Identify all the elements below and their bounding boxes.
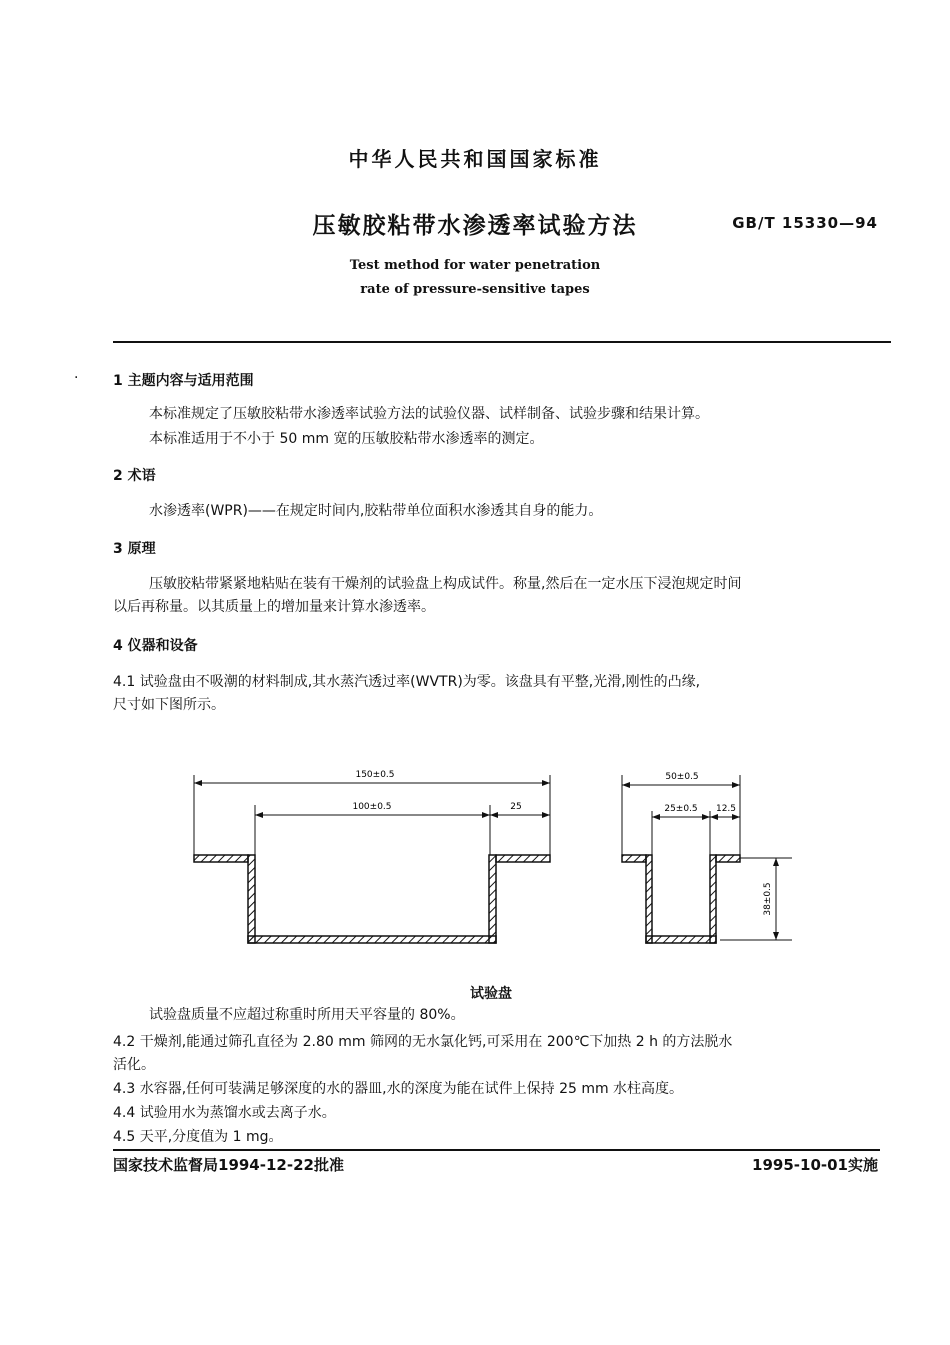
section-3-paragraph-2: 以后再称量。以其质量上的增加量来计算水渗透率。: [113, 599, 435, 615]
clause-4-5: 4.5 天平,分度值为 1 mg。: [113, 1129, 283, 1145]
dim-left-total: 150±0.5: [355, 770, 395, 780]
country-standard-heading: 中华人民共和国国家标准: [348, 147, 602, 171]
clause-4-1-line-1: 4.1 试验盘由不吸潮的材料制成,其水蒸汽透过率(WVTR)为零。该盘具有平整,光滑,刚性的凸缘,: [113, 674, 701, 690]
english-title-line1: Test method for water penetration: [349, 258, 601, 273]
test-dish-figure: [180, 755, 800, 970]
dim-right-flange: 12.5: [715, 804, 737, 814]
header-divider: [113, 341, 891, 343]
dim-right-inner: 25±0.5: [664, 804, 698, 814]
section-4-heading: 4 仪器和设备: [113, 638, 198, 654]
section-3-heading: 3 原理: [113, 541, 156, 557]
dish-section-right: [622, 772, 792, 943]
clause-4-4: 4.4 试验用水为蒸馏水或去离子水。: [113, 1105, 336, 1121]
dish-mass-note: 试验盘质量不应超过称重时所用天平容量的 80%。: [149, 1007, 465, 1023]
section-2-heading: 2 术语: [113, 468, 156, 484]
clause-4-1-line-2: 尺寸如下图所示。: [113, 697, 225, 713]
dim-left-inner: 100±0.5: [352, 802, 392, 812]
section-3-paragraph-1: 压敏胶粘带紧紧地粘贴在装有干燥剂的试验盘上构成试件。称量,然后在一定水压下浸泡规定时间: [149, 576, 742, 592]
section-1-paragraph-2: 本标准适用于不小于 50 mm 宽的压敏胶粘带水渗透率的测定。: [149, 431, 544, 447]
clause-4-2-line-2: 活化。: [113, 1057, 155, 1073]
dim-right-depth: 38±0.5: [763, 882, 773, 916]
figure-caption: 试验盘: [470, 986, 512, 1002]
clause-4-3: 4.3 水容器,任何可装满足够深度的水的器皿,水的深度为能在试件上保持 25 mm 水柱高度。: [113, 1081, 684, 1097]
section-2-paragraph: 水渗透率(WPR)——在规定时间内,胶粘带单位面积水渗透其自身的能力。: [149, 503, 603, 519]
english-title-line2: rate of pressure-sensitive tapes: [360, 282, 590, 297]
section-1-paragraph-1: 本标准规定了压敏胶粘带水渗透率试验方法的试验仪器、试样制备、试验步骤和结果计算。: [149, 406, 709, 422]
dish-section-left: [194, 770, 550, 943]
clause-4-2-line-1: 4.2 干燥剂,能通过筛孔直径为 2.80 mm 筛网的无水氯化钙,可采用在 200℃下加热 2 h 的方法脱水: [113, 1034, 733, 1050]
footer-divider: [113, 1149, 880, 1151]
approval-date: 国家技术监督局1994-12-22批准: [113, 1156, 344, 1174]
margin-mark: ·: [74, 370, 79, 386]
dim-right-total: 50±0.5: [665, 772, 699, 782]
section-1-heading: 1 主题内容与适用范围: [113, 373, 254, 389]
document-title: 压敏胶粘带水渗透率试验方法: [312, 213, 638, 239]
effective-date: 1995-10-01实施: [752, 1156, 878, 1174]
dim-left-flange: 25: [510, 802, 522, 812]
standard-code: GB/T 15330—94: [732, 214, 878, 232]
